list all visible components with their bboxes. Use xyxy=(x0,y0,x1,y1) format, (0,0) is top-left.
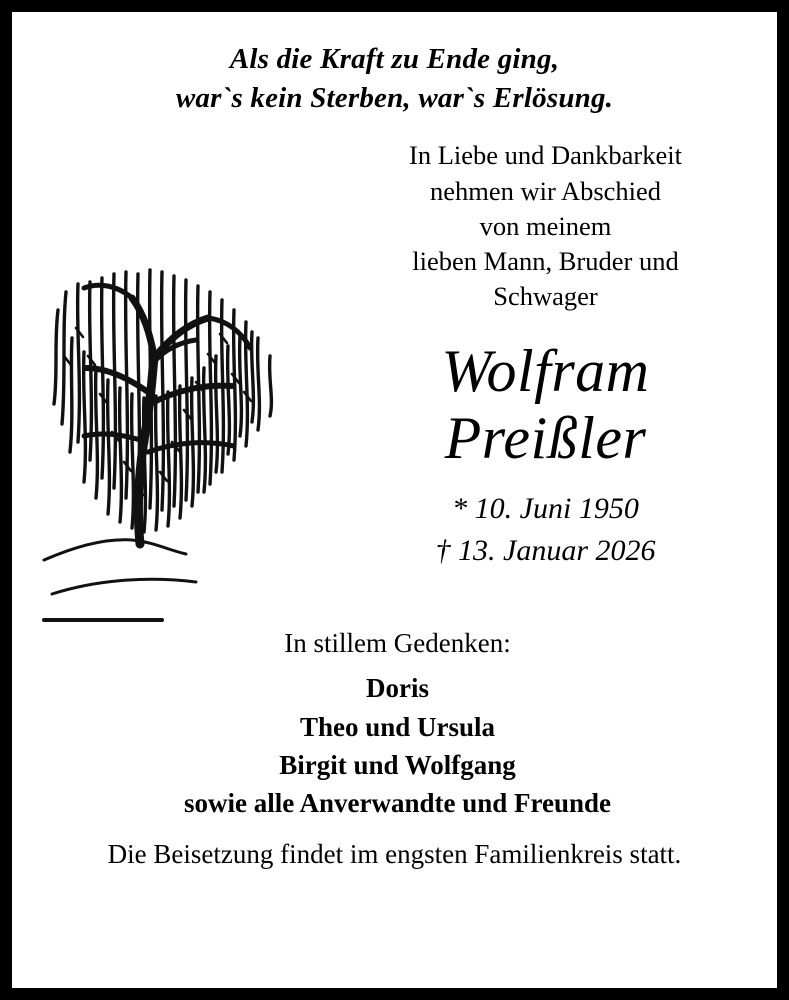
deceased-name xyxy=(336,340,755,470)
mourner-line-1: Doris xyxy=(366,673,429,704)
mourner-line-3: Birgit und Wolfgang xyxy=(279,749,516,780)
memoriam-label: In stillem Gedenken: xyxy=(284,628,511,659)
death-date: † 13. Januar 2026 xyxy=(435,533,656,567)
intro-text xyxy=(336,138,755,314)
verse xyxy=(30,40,759,118)
birth-date: * 10. Juni 1950 xyxy=(452,492,639,526)
mourners-list xyxy=(30,669,759,822)
notice-text-column xyxy=(336,132,759,571)
mourner-line-2: Theo und Ursula xyxy=(299,711,496,742)
funeral-note: Die Beisetzung findet im engsten Familienkreis statt. xyxy=(107,838,682,869)
verse-line-2: war`s kein Sterben, war`s Erlösung. xyxy=(175,82,614,115)
notice-inner-frame xyxy=(9,9,780,991)
intro-line-4: lieben Mann, Bruder und xyxy=(412,245,679,276)
life-dates xyxy=(336,488,755,571)
mourner-line-4: sowie alle Anverwandte und Freunde xyxy=(183,788,612,819)
first-name: Wolfram xyxy=(441,338,650,405)
verse-line-1: Als die Kraft zu Ende ging, xyxy=(229,43,560,75)
mourning-block xyxy=(30,628,759,869)
notice-body xyxy=(30,132,759,622)
last-name: Preißler xyxy=(444,405,647,472)
weeping-willow-tree-icon xyxy=(30,132,336,622)
intro-line-1: In Liebe und Dankbarkeit xyxy=(409,140,682,171)
intro-line-2: nehmen wir Abschied xyxy=(429,175,662,206)
intro-line-5: Schwager xyxy=(493,281,598,312)
intro-line-3: von meinem xyxy=(479,210,612,241)
